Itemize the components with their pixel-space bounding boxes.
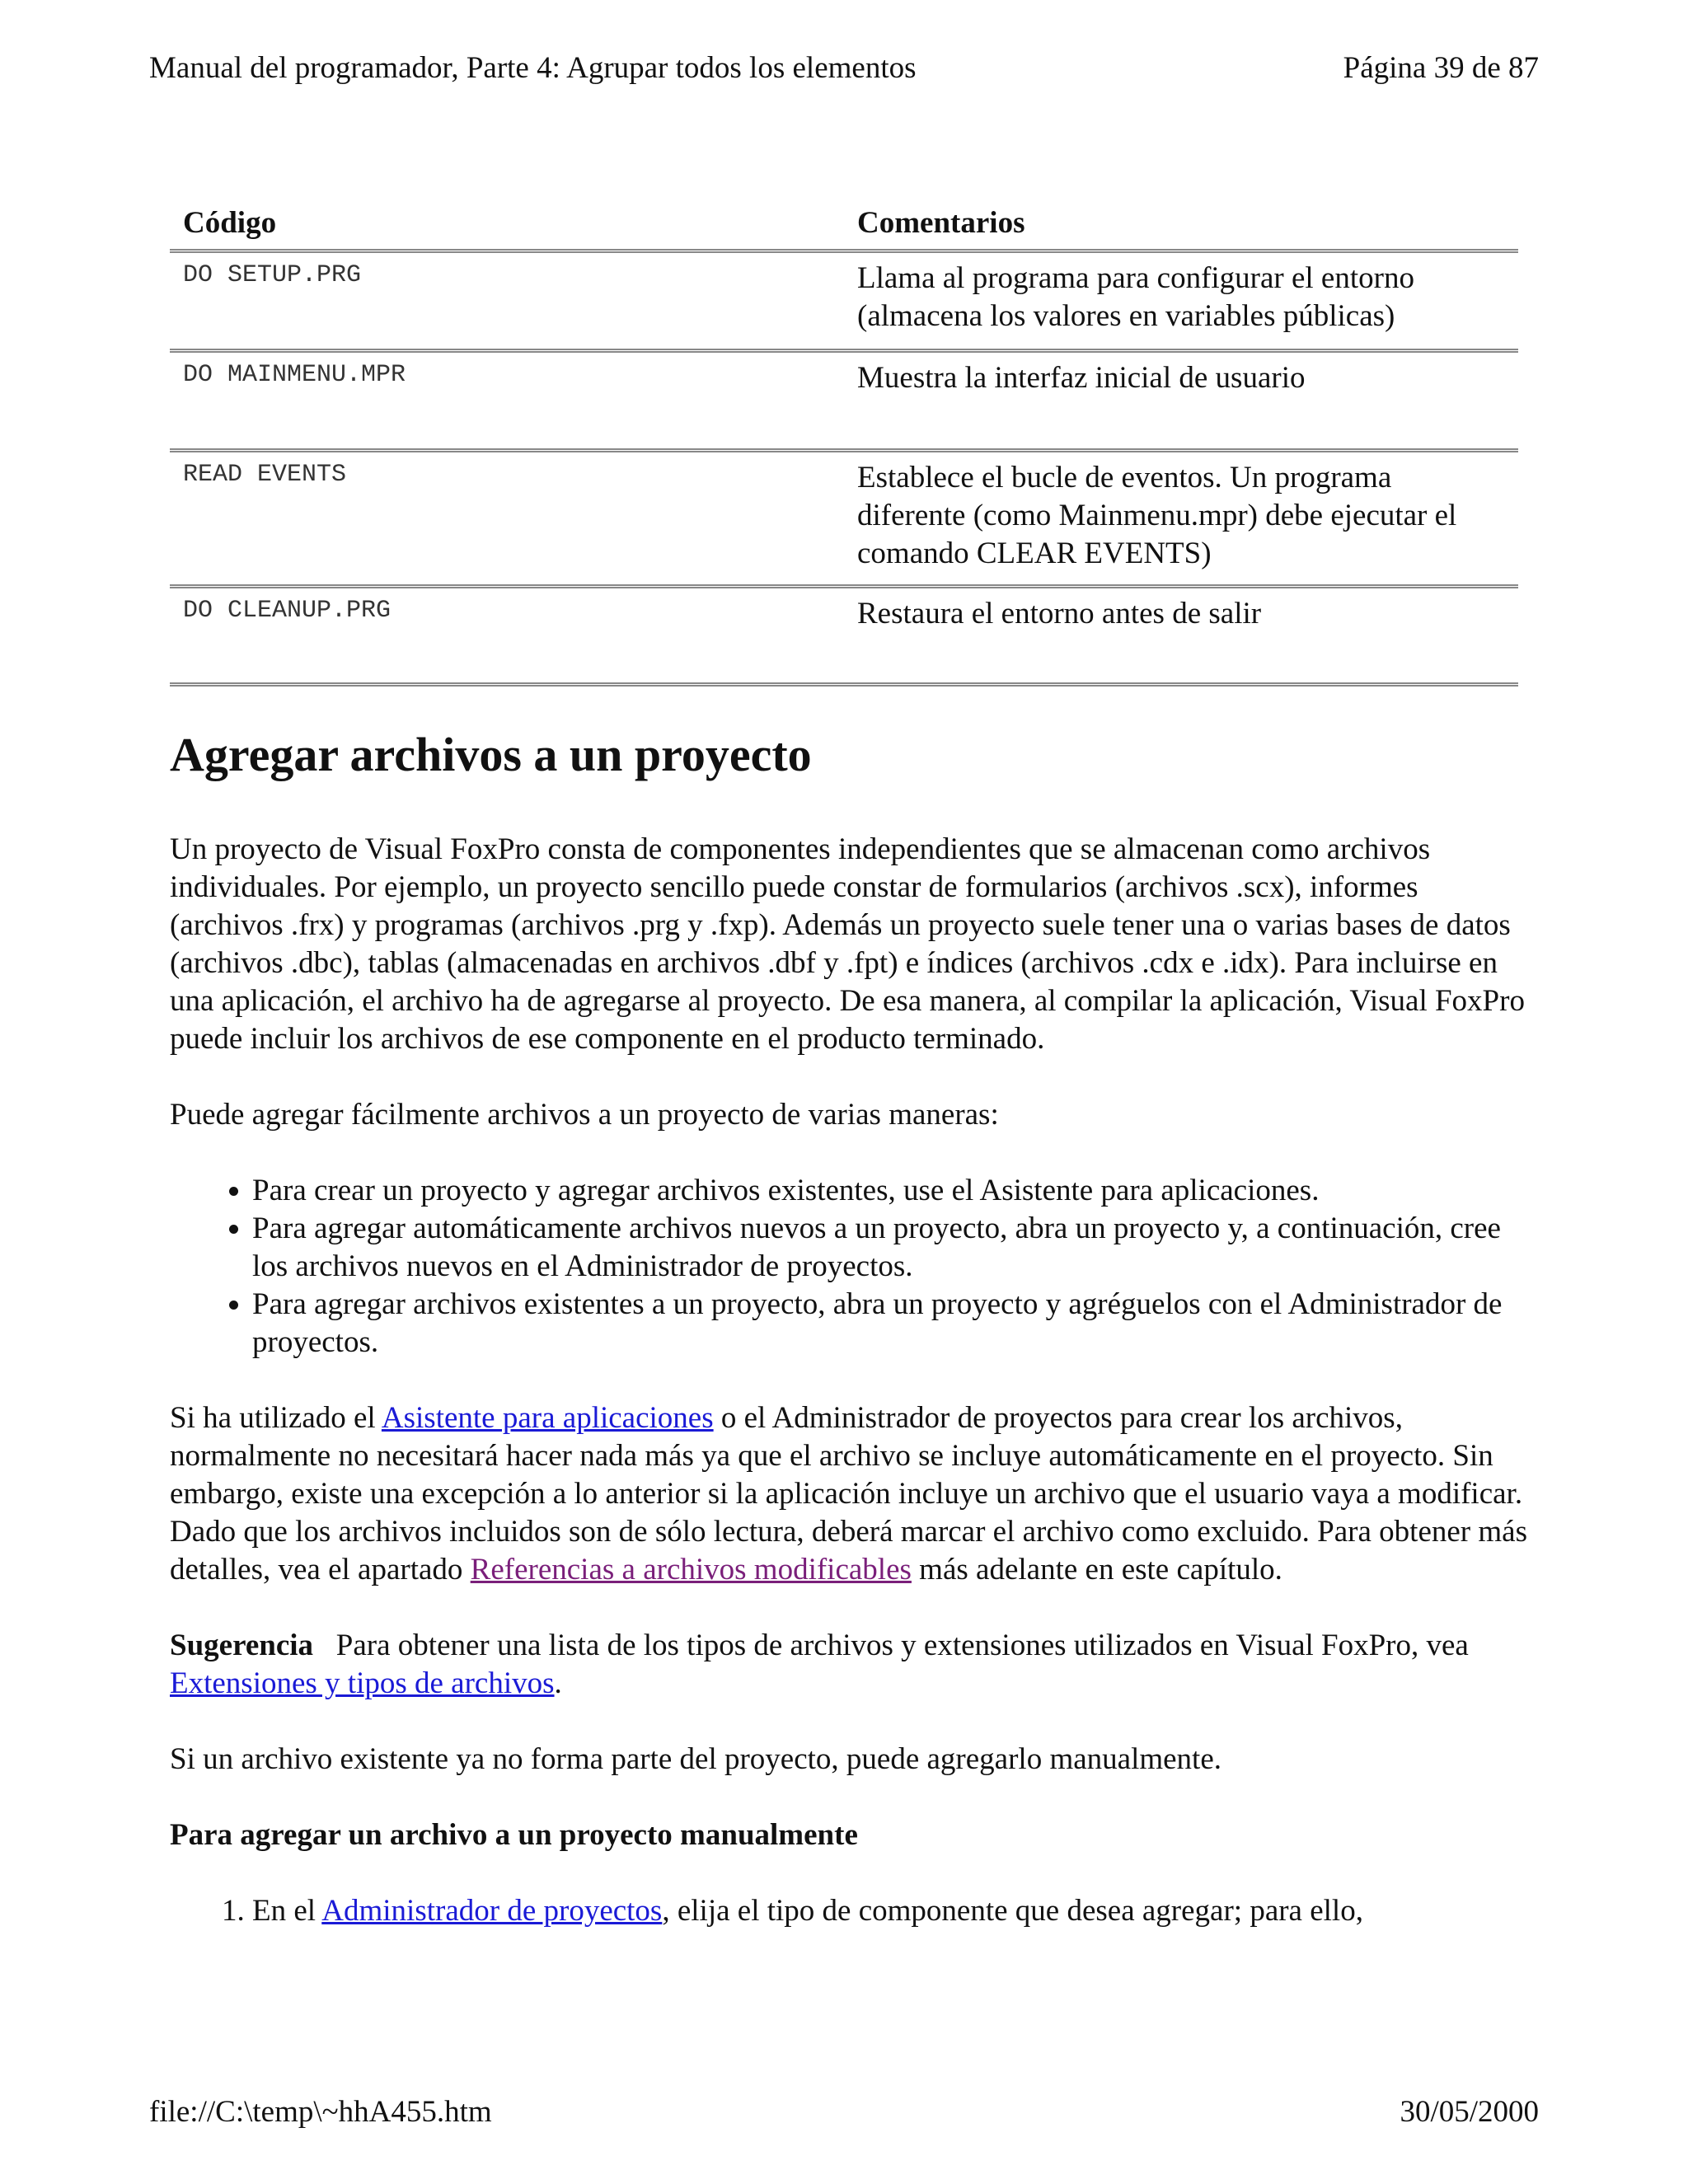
text-run: Para obtener una lista de los tipos de archivos y extensiones utilizados en Visual FoxPro, vea [313, 1629, 1477, 1662]
code-cell: DO MAINMENU.MPR [170, 351, 844, 451]
header-page-number: Página 39 de 87 [1343, 51, 1539, 85]
comment-cell: Muestra la interfaz inicial de usuario [844, 351, 1518, 451]
text-run: , elija el tipo de componente que desea agregar; para ello, [662, 1894, 1363, 1928]
wizard-paragraph [170, 1399, 1530, 1589]
table-row [170, 451, 1518, 587]
header-title: Manual del programador, Parte 4: Agrupar todos los elementos [149, 51, 917, 85]
main-content [170, 715, 1530, 1930]
list-item: • Para agregar archivos existentes a un proyecto, abra un proyecto y agréguelos con el Administrador de proyectos. [252, 1286, 1530, 1361]
page-footer [149, 2092, 1539, 2133]
procedure-steps [170, 1892, 1530, 1930]
list-item [252, 1892, 1530, 1930]
section-heading: Agregar archivos a un proyecto [170, 728, 812, 781]
link-extensiones-tipos-archivos[interactable]: Extensiones y tipos de archivos [170, 1666, 555, 1700]
procedure-heading: Para agregar un archivo a un proyecto manualmente [170, 1818, 858, 1852]
text-run: más adelante en este capítulo. [911, 1553, 1282, 1586]
footer-file-path: file://C:\temp\~hhA455.htm [149, 2095, 492, 2129]
text-run: Si ha utilizado el [170, 1401, 382, 1435]
code-cell: READ EVENTS [170, 451, 844, 587]
ways-list [170, 1172, 1530, 1361]
table-row [170, 587, 1518, 685]
code-cell: DO SETUP.PRG [170, 251, 844, 351]
text-run: . [554, 1666, 562, 1700]
table-row [170, 351, 1518, 451]
link-referencias-archivos-modificables[interactable]: Referencias a archivos modificables [470, 1553, 912, 1586]
comment-cell: Llama al programa para configurar el entorno (almacena los valores en variables públicas) [844, 251, 1518, 351]
comment-cell: Establece el bucle de eventos. Un programa diferente (como Mainmenu.mpr) debe ejecutar el comando CLEAR EVENTS) [844, 451, 1518, 587]
comment-cell: Restaura el entorno antes de salir [844, 587, 1518, 685]
table-header-row [170, 198, 1518, 251]
tip-label: Sugerencia [170, 1629, 314, 1662]
table-row [170, 251, 1518, 351]
intro-paragraph: Un proyecto de Visual FoxPro consta de componentes independientes que se almacenan como archivos individuales. Por ejemplo, un proyecto sencillo puede constar de formularios (archivos .scx), informes (archivos .frx) y programas (archivos .prg y .fxp). Además un proyecto suele tener una o varias bases de datos (archivos .dbc), tablas (almacenadas en archivos .dbf y .fpt) e índices (archivos .cdx e .idx). Para incluirse en una aplicación, el archivo ha de agregarse al proyecto. De esa manera, al compilar la aplicación, Visual FoxPro puede incluir los archivos de ese componente en el producto terminado. [170, 832, 1525, 1056]
tip-paragraph [170, 1627, 1530, 1703]
page-header [149, 48, 1539, 89]
column-header-comments: Comentarios [844, 198, 1518, 251]
text-run: o el Administrador de proyectos para crear los archivos, normalmente no necesitará hacer nada más ya que el archivo se incluye automáticamente en el proyecto. Sin embargo, existe una excepción a lo anterior si la aplicación incluye un archivo que el usuario vaya a modificar. Dado que los archivos incluidos son de sólo lectura, deberá marcar el archivo como excluido. Para obtener más detalles, vea el apartado [170, 1401, 1527, 1586]
list-item: • Para crear un proyecto y agregar archivos existentes, use el Asistente para aplicaciones. [252, 1172, 1530, 1210]
footer-date: 30/05/2000 [1400, 2095, 1539, 2129]
list-item: • Para agregar automáticamente archivos nuevos a un proyecto, abra un proyecto y, a continuación, cree los archivos nuevos en el Administrador de proyectos. [252, 1210, 1530, 1286]
manual-add-paragraph: Si un archivo existente ya no forma parte del proyecto, puede agregarlo manualmente. [170, 1742, 1222, 1776]
code-table [170, 198, 1518, 687]
column-header-code: Código [170, 198, 844, 251]
link-administrador-proyectos[interactable]: Administrador de proyectos [321, 1894, 663, 1928]
code-cell: DO CLEANUP.PRG [170, 587, 844, 685]
text-run: En el [252, 1894, 322, 1928]
link-asistente-aplicaciones[interactable]: Asistente para aplicaciones [381, 1401, 714, 1435]
ways-paragraph: Puede agregar fácilmente archivos a un proyecto de varias maneras: [170, 1098, 999, 1132]
